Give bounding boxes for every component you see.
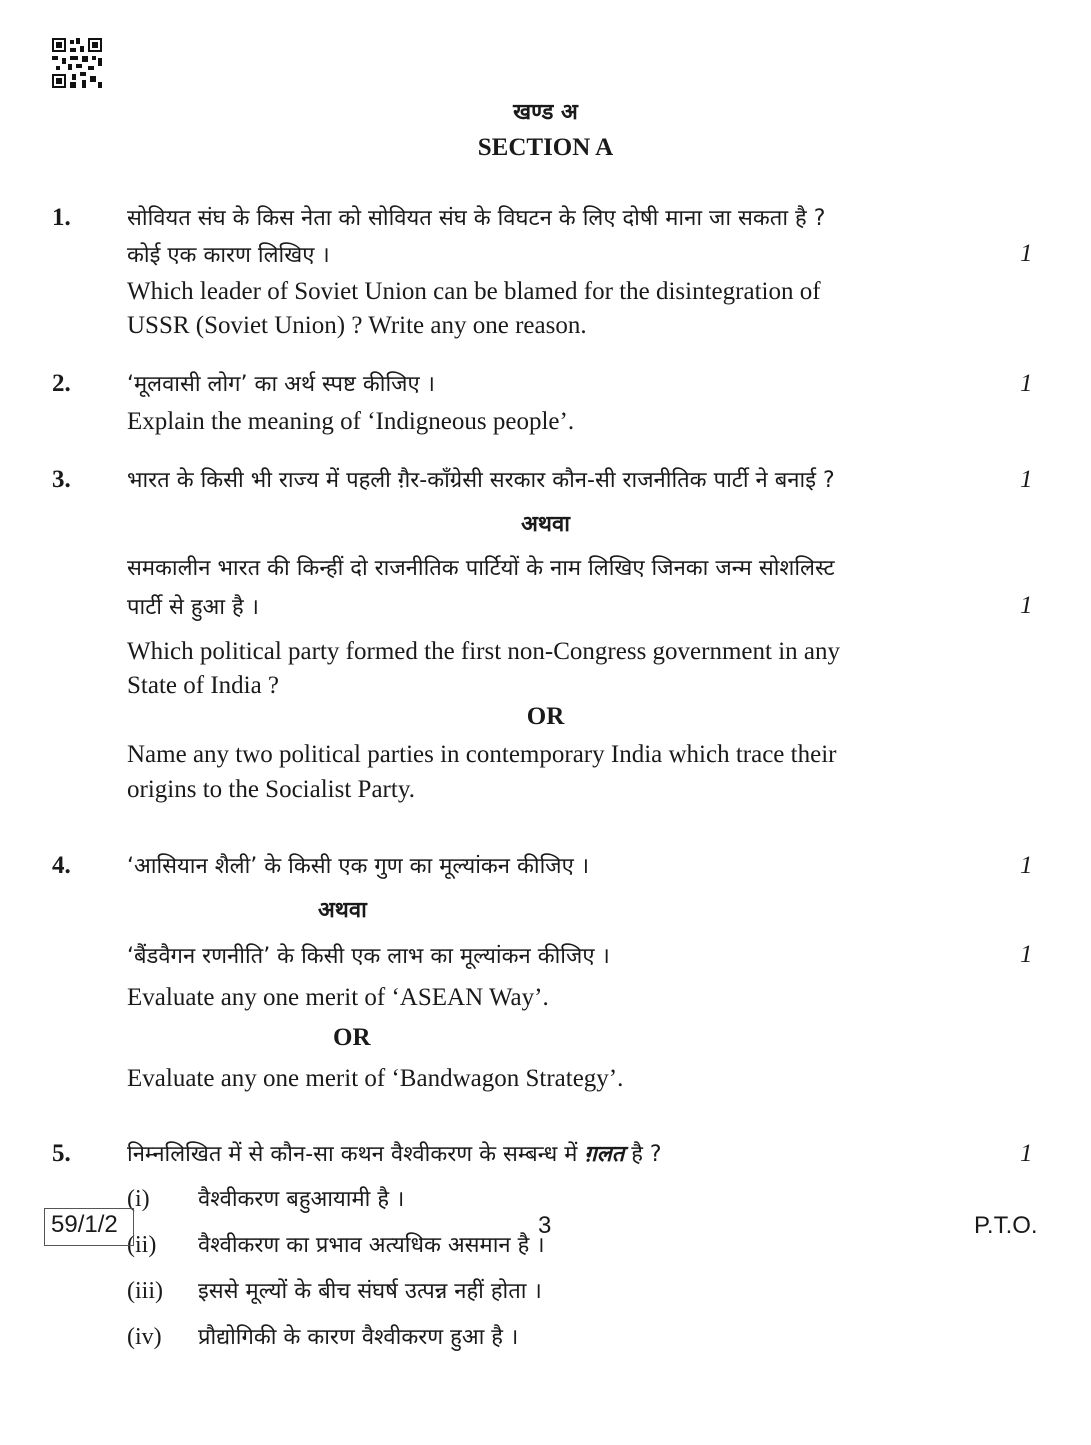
question-number: 4. (52, 852, 71, 879)
question-text-english: Explain the meaning of ‘Indigneous people’. (127, 408, 575, 435)
or-label-hindi: अथवा (521, 512, 570, 537)
question-number: 3. (52, 466, 71, 493)
question-text-hindi-part: निम्नलिखित में से कौन-सा कथन वैश्वीकरण के सम्बन्ध में (127, 1142, 578, 1167)
option-label: (iii) (127, 1278, 163, 1304)
option-label: (i) (127, 1186, 150, 1212)
option-text: वैश्वीकरण का प्रभाव अत्यधिक असमान है । (198, 1233, 545, 1258)
section-title-hindi: खण्ड अ (513, 100, 578, 125)
question-number: 1. (52, 204, 71, 231)
marks: 1 (1020, 466, 1033, 493)
paper-code-box (44, 1208, 134, 1246)
option-text: प्रौद्योगिकी के कारण वैश्वीकरण हुआ है । (198, 1325, 519, 1350)
option-text: वैश्वीकरण बहुआयामी है । (198, 1187, 405, 1212)
or-label-hindi: अथवा (318, 898, 367, 923)
paper-code: 59/1/2 (51, 1211, 118, 1238)
marks: 1 (1020, 240, 1033, 267)
question-number: 2. (52, 370, 71, 397)
option-label: (ii) (127, 1232, 157, 1258)
emphasis-word: ग़लत (584, 1142, 625, 1167)
question-text-english: State of India ? (127, 672, 280, 699)
question-text-hindi (127, 1138, 662, 1168)
question-text-hindi: ‘मूलवासी लोग’ का अर्थ स्पष्ट कीजिए । (127, 372, 436, 397)
marks: 1 (1020, 370, 1033, 397)
question-text-english: Which political party formed the first non-Congress government in any (127, 638, 841, 665)
question-number: 5. (52, 1140, 71, 1167)
question-text-english: Which leader of Soviet Union can be blamed for the disintegration of (127, 278, 821, 305)
alt-question-text-english: origins to the Socialist Party. (127, 776, 415, 803)
alt-question-text-hindi: ‘बैंडवैगन रणनीति’ के किसी एक लाभ का मूल्यांकन कीजिए । (127, 944, 610, 969)
page-number: 3 (538, 1212, 552, 1239)
alt-question-text-english: Evaluate any one merit of ‘Bandwagon Strategy’. (127, 1065, 624, 1092)
question-text-english: Evaluate any one merit of ‘ASEAN Way’. (127, 984, 549, 1011)
option-label: (iv) (127, 1324, 162, 1350)
section-title-english: SECTION A (477, 134, 614, 161)
qr-code-icon (52, 38, 102, 88)
question-text-hindi: भारत के किसी भी राज्य में पहली ग़ैर-काँग्रेसी सरकार कौन-सी राजनीतिक पार्टी ने बनाई ? (127, 468, 835, 493)
alt-question-text-english: Name any two political parties in contemporary India which trace their (127, 741, 837, 768)
question-text-hindi-part: है ? (631, 1142, 662, 1167)
question-text-hindi: सोवियत संघ के किस नेता को सोवियत संघ के विघटन के लिए दोषी माना जा सकता है ? (127, 206, 826, 231)
pto-label: P.T.O. (974, 1212, 1038, 1239)
or-label-english: OR (333, 1024, 371, 1051)
marks: 1 (1020, 941, 1033, 968)
marks: 1 (1020, 1140, 1033, 1167)
question-text-hindi: ‘आसियान शैली’ के किसी एक गुण का मूल्यांकन कीजिए । (127, 854, 590, 879)
or-label-english: OR (526, 703, 565, 730)
option-text: इससे मूल्यों के बीच संघर्ष उत्पन्न नहीं होता । (198, 1279, 542, 1304)
alt-question-text-hindi: समकालीन भारत की किन्हीं दो राजनीतिक पार्टियों के नाम लिखिए जिनका जन्म सोशलिस्ट (127, 556, 835, 581)
question-text-hindi: कोई एक कारण लिखिए । (127, 243, 330, 268)
marks: 1 (1020, 852, 1033, 879)
alt-question-text-hindi: पार्टी से हुआ है । (127, 595, 260, 620)
question-text-english: USSR (Soviet Union) ? Write any one reason. (127, 312, 587, 339)
marks: 1 (1020, 592, 1033, 619)
